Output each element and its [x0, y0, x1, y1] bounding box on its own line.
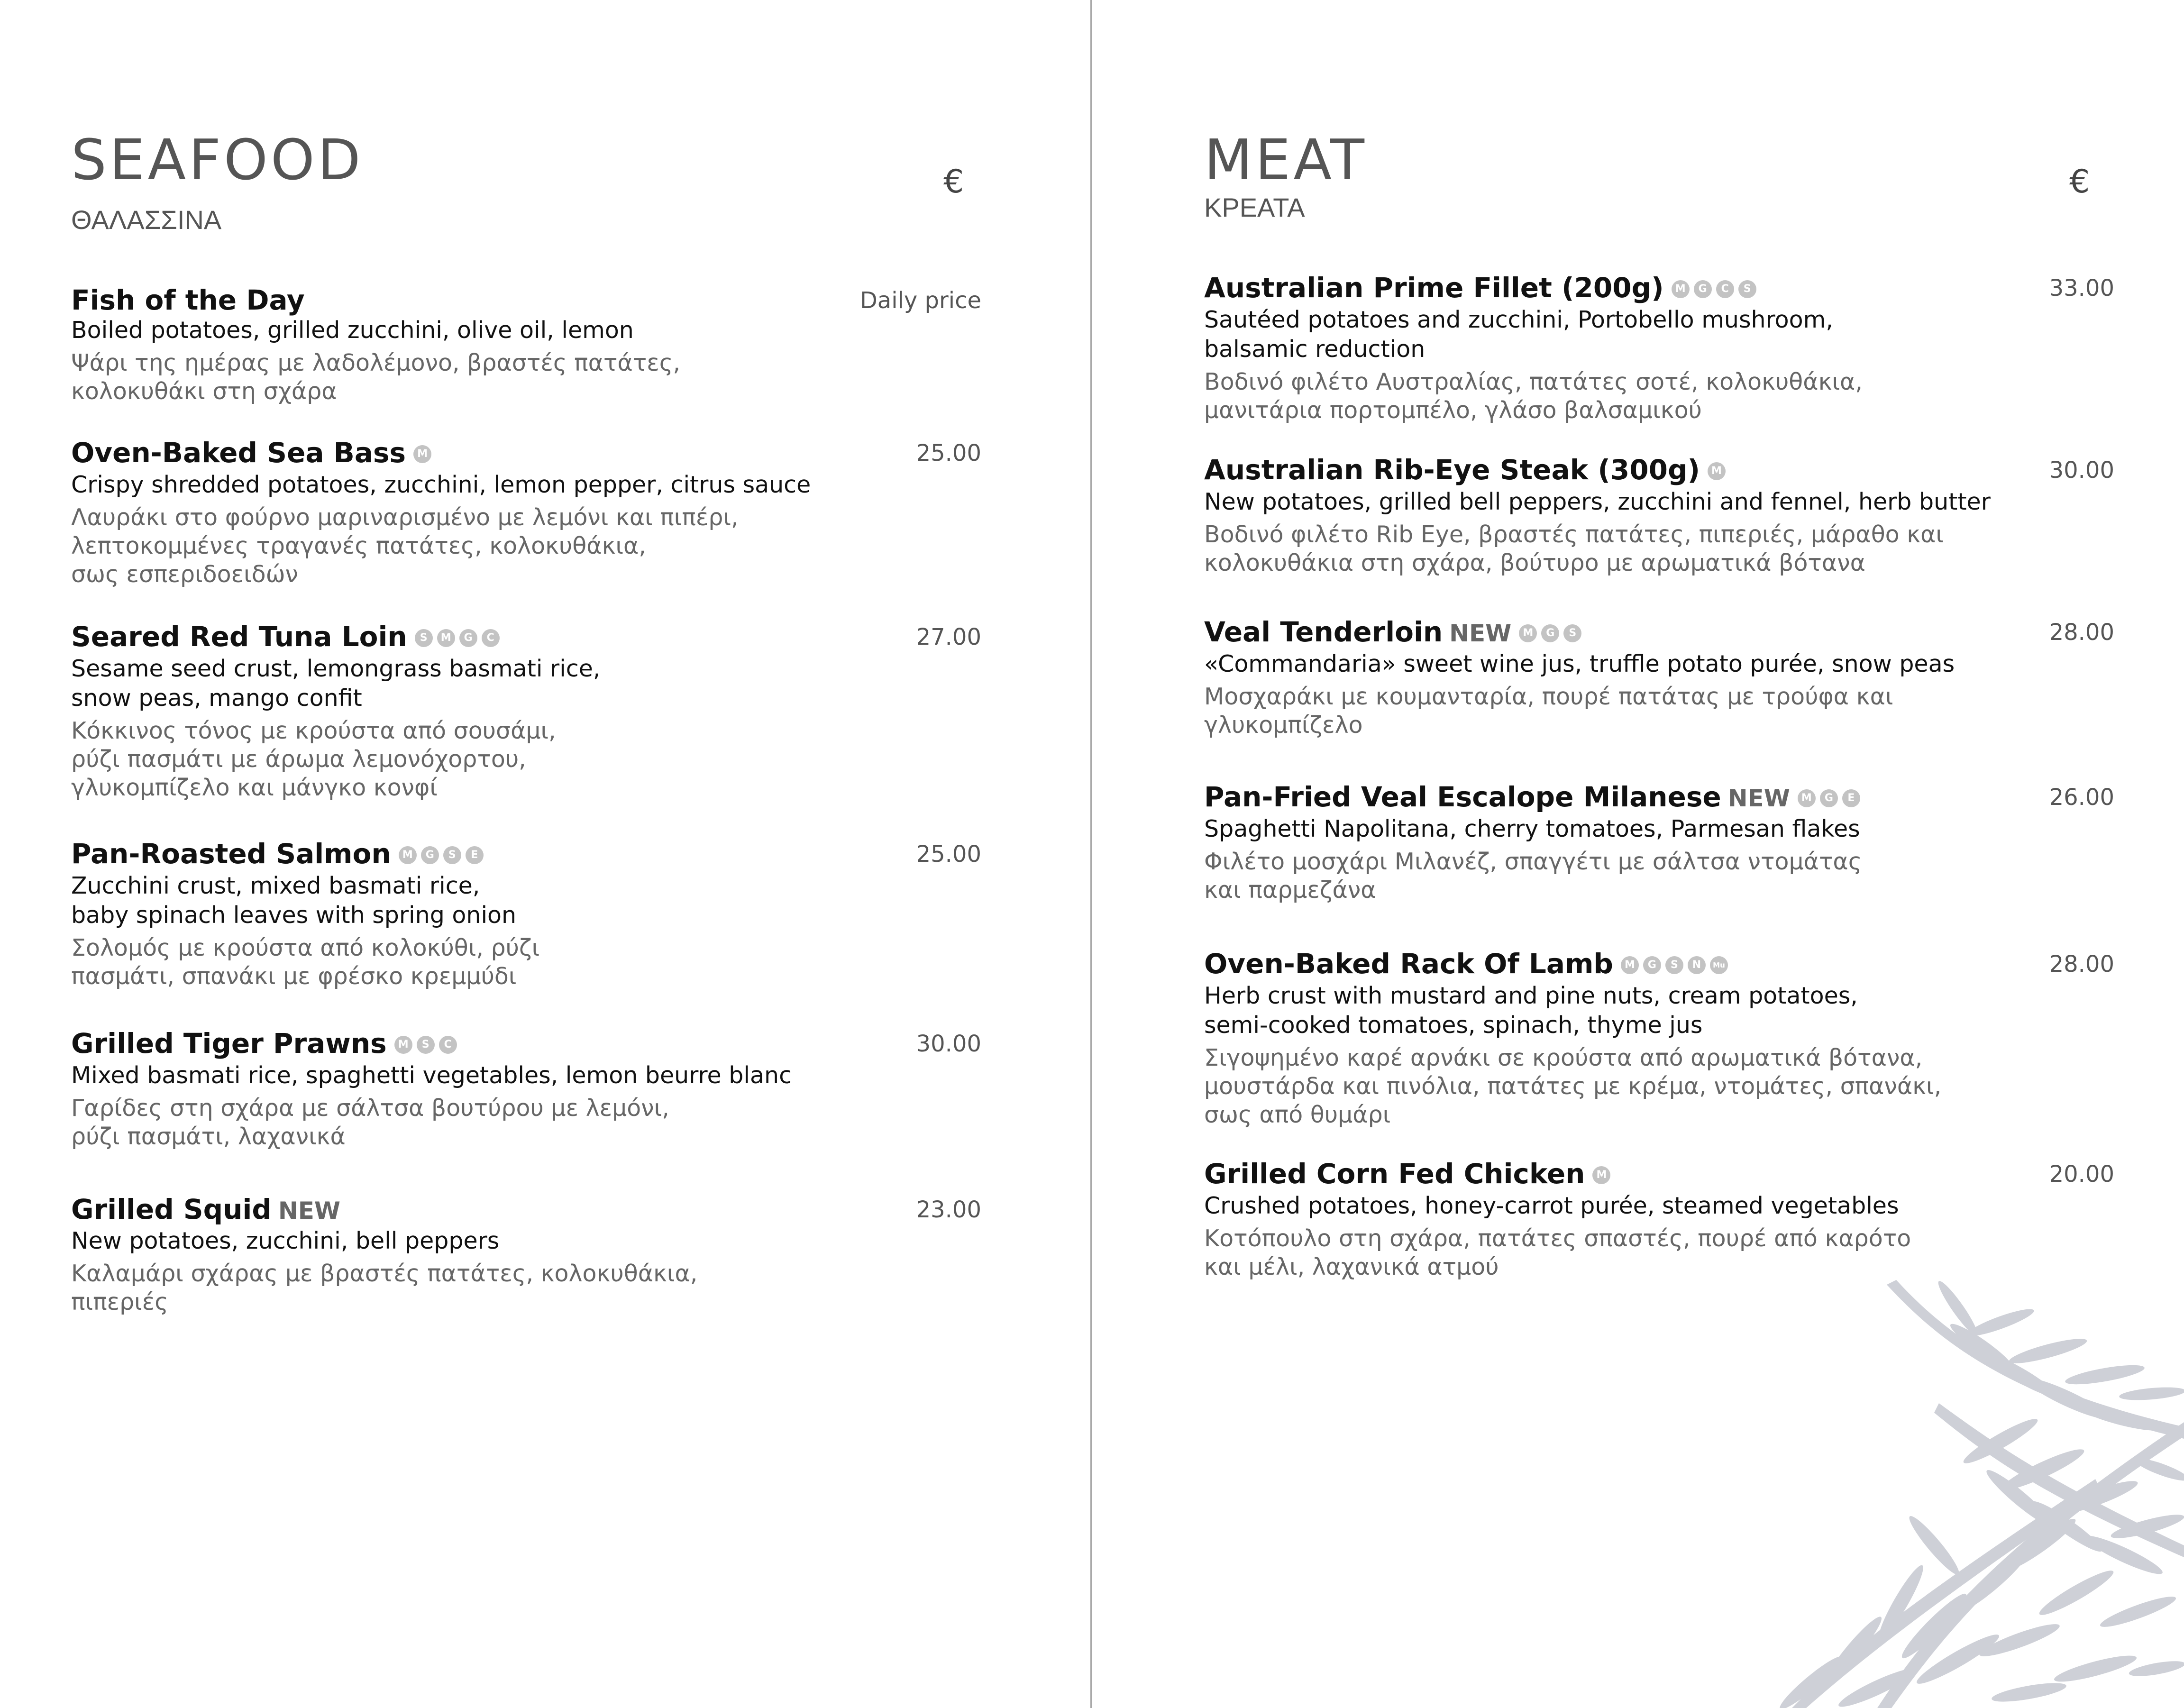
allergen-badge-icon: Mu [1710, 956, 1728, 974]
item-description-line: Crushed potatoes, honey-carrot purée, steamed vegetables [1204, 1192, 1899, 1219]
item-price: 27.00 [916, 624, 981, 650]
item-greek-line: και μέλι, λαχανικά ατμού [1204, 1253, 1499, 1280]
item-greek-line: ρύζι πασμάτι με άρωμα λεμονόχορτου, [71, 745, 526, 773]
section-subtitle: ΚΡΕΑΤΑ [1204, 192, 1305, 222]
item-greek-description [71, 717, 981, 802]
item-greek-line: γλυκομπίζελο [1204, 711, 1363, 739]
item-title-row [1204, 272, 2114, 305]
item-price: 28.00 [2049, 951, 2114, 977]
item-name: Grilled Squid [71, 1193, 272, 1225]
allergen-badge-icon: M [1621, 956, 1639, 974]
item-greek-description [71, 503, 981, 589]
item-name: Australian Rib-Eye Steak (300g) [1204, 454, 1700, 486]
item-description-line: snow peas, mango confit [71, 684, 362, 712]
item-price: 20.00 [2049, 1161, 2114, 1187]
item-greek-line: σως εσπεριδοειδών [71, 560, 299, 588]
section-title: SEAFOOD [71, 127, 364, 192]
allergen-badge-icon: G [1820, 789, 1838, 807]
menu-item-seared-red-tuna-loin [71, 621, 981, 802]
allergen-badge-icon: G [1643, 956, 1661, 974]
menu-item-fish-of-the-day [71, 284, 981, 406]
item-description-line: Herb crust with mustard and pine nuts, cream potatoes, [1204, 982, 1858, 1009]
allergen-badge-icon: E [466, 846, 484, 864]
item-title-row [1204, 1158, 2114, 1191]
menu-item-oven-baked-sea-bass [71, 437, 981, 589]
menu-item-grilled-squid [71, 1194, 981, 1316]
bamboo-leaves-icon [1735, 1280, 2184, 1708]
item-description-line: Mixed basmati rice, spaghetti vegetables, lemon beurre blanc [71, 1061, 792, 1089]
item-title-row [1204, 948, 2114, 981]
item-description-line: New potatoes, zucchini, bell peppers [71, 1227, 500, 1254]
item-greek-description [1204, 1224, 2114, 1281]
item-greek-line: ρύζι πασμάτι, λαχανικά [71, 1123, 346, 1150]
item-greek-description [71, 934, 981, 991]
allergen-badges [413, 437, 436, 468]
allergen-badge-icon: C [439, 1036, 457, 1054]
item-description-line: Boiled potatoes, grilled zucchini, olive oil, lemon [71, 317, 634, 344]
allergen-badges [1621, 948, 1732, 979]
item-greek-description [71, 349, 981, 406]
item-greek-line: γλυκομπίζελο και μάνγκο κονφί [71, 774, 438, 801]
item-greek-line: λεπτοκομμένες τραγανές πατάτες, κολοκυθάκια, [71, 532, 646, 559]
allergen-badge-icon: M [1708, 462, 1726, 480]
menu-item-australian-rib-eye-steak-300g [1204, 454, 2114, 577]
item-price: 33.00 [2049, 275, 2114, 301]
item-price: 25.00 [916, 841, 981, 868]
item-title-row [71, 284, 981, 316]
allergen-badge-icon: S [443, 846, 461, 864]
item-title-row [71, 437, 981, 470]
allergen-badge-icon: G [421, 846, 439, 864]
allergen-badge-icon: S [1563, 624, 1581, 642]
item-greek-line: σως από θυμάρι [1204, 1101, 1391, 1128]
allergen-badges [1708, 454, 1730, 485]
item-name: Seared Red Tuna Loin [71, 621, 407, 653]
item-name: Oven-Baked Sea Bass [71, 437, 406, 469]
item-description-line: «Commandaria» sweet wine jus, truffle potato purée, snow peas [1204, 650, 1955, 677]
item-greek-line: Κοτόπουλο στη σχάρα, πατάτες σπαστές, πουρέ από καρότο [1204, 1224, 1911, 1252]
item-greek-description [1204, 521, 2114, 577]
seafood-section [71, 0, 981, 1708]
item-description-line: Zucchini crust, mixed basmati rice, [71, 872, 480, 899]
item-title-row [71, 838, 981, 871]
item-greek-line: Ψάρι της ημέρας με λαδολέμονο, βραστές πατάτες, [71, 349, 681, 376]
menu-item-oven-baked-rack-of-lamb [1204, 948, 2114, 1129]
item-title-row [1204, 616, 2114, 649]
item-greek-line: πασμάτι, σπανάκι με φρέσκο κρεμμύδι [71, 962, 517, 990]
menu-item-pan-fried-veal-escalope-milanese [1204, 781, 2114, 904]
page-divider [1090, 0, 1092, 1708]
item-greek-line: Καλαμάρι σχάρας με βραστές πατάτες, κολοκυθάκια, [71, 1260, 698, 1287]
item-title-row [1204, 454, 2114, 487]
allergen-badge-icon: M [1798, 789, 1816, 807]
allergen-badge-icon: C [1716, 280, 1734, 298]
allergen-badges [1798, 781, 1864, 812]
item-description-line: balsamic reduction [1204, 335, 1426, 363]
item-title-row [1204, 781, 2114, 814]
item-price: 25.00 [916, 440, 981, 466]
allergen-badge-icon: G [1541, 624, 1559, 642]
allergen-badge-icon: S [417, 1036, 435, 1054]
menu-item-pan-roasted-salmon [71, 838, 981, 991]
currency-header: € [943, 163, 964, 201]
new-label: NEW [1727, 785, 1790, 812]
new-label: NEW [1449, 620, 1512, 647]
item-description-line: semi-cooked tomatoes, spinach, thyme jus [1204, 1011, 1703, 1039]
item-name: Grilled Tiger Prawns [71, 1027, 387, 1060]
item-name: Veal Tenderloin [1204, 616, 1443, 648]
allergen-badge-icon: N [1688, 956, 1706, 974]
item-price: 26.00 [2049, 784, 2114, 811]
item-greek-line: κολοκυθάκι στη σχάρα [71, 378, 337, 405]
item-price: Daily price [859, 287, 981, 314]
allergen-badges [399, 838, 488, 869]
item-greek-description [71, 1260, 981, 1316]
item-greek-description [1204, 848, 2114, 904]
item-price: 23.00 [916, 1197, 981, 1223]
item-name: Grilled Corn Fed Chicken [1204, 1158, 1585, 1190]
allergen-badge-icon: S [415, 629, 433, 647]
menu-item-grilled-corn-fed-chicken [1204, 1158, 2114, 1281]
item-greek-description [1204, 1044, 2114, 1129]
item-greek-line: και παρμεζάνα [1204, 876, 1376, 904]
menu-item-veal-tenderloin [1204, 616, 2114, 740]
allergen-badge-icon: M [394, 1036, 412, 1054]
item-greek-line: μανιτάρια πορτομπέλο, γλάσο βαλσαμικού [1204, 396, 1702, 424]
item-name: Oven-Baked Rack Of Lamb [1204, 948, 1613, 980]
item-price: 30.00 [916, 1031, 981, 1057]
allergen-badge-icon: M [1592, 1166, 1610, 1184]
item-description-line: Sautéed potatoes and zucchini, Portobello mushroom, [1204, 306, 1833, 333]
item-greek-line: Βοδινό φιλέτο Αυστραλίας, πατάτες σοτέ, κολοκυθάκια, [1204, 368, 1863, 395]
item-price: 30.00 [2049, 457, 2114, 484]
menu-item-grilled-tiger-prawns [71, 1028, 981, 1151]
item-greek-line: Μοσχαράκι με κουμανταρία, πουρέ πατάτας με τρούφα και [1204, 683, 1893, 710]
item-name: Pan-Roasted Salmon [71, 838, 391, 870]
allergen-badge-icon: M [413, 445, 431, 463]
allergen-badge-icon: M [437, 629, 455, 647]
allergen-badge-icon: M [399, 846, 417, 864]
allergen-badge-icon: M [1519, 624, 1537, 642]
new-label: NEW [278, 1197, 341, 1224]
allergen-badge-icon: S [1738, 280, 1756, 298]
section-title: MEAT [1204, 127, 1368, 192]
item-title-row [71, 1194, 981, 1226]
allergen-badges [394, 1027, 461, 1059]
allergen-badge-icon: E [1842, 789, 1860, 807]
item-description-line: New potatoes, grilled bell peppers, zucchini and fennel, herb butter [1204, 488, 1991, 515]
item-greek-line: Κόκκινος τόνος με κρούστα από σουσάμι, [71, 717, 556, 744]
item-greek-line: πιπεριές [71, 1288, 168, 1315]
item-name: Pan-Fried Veal Escalope Milanese [1204, 781, 1721, 813]
item-greek-line: Λαυράκι στο φούρνο μαριναρισμένο με λεμόνι και πιπέρι, [71, 503, 739, 531]
item-description-line: baby spinach leaves with spring onion [71, 901, 517, 929]
item-description-line: Crispy shredded potatoes, zucchini, lemon pepper, citrus sauce [71, 471, 811, 498]
item-title-row [71, 1028, 981, 1061]
allergen-badge-icon: G [459, 629, 477, 647]
item-greek-line: Σολομός με κρούστα από κολοκύθι, ρύζι [71, 934, 540, 961]
allergen-badges [415, 621, 504, 652]
item-greek-line: μουστάρδα και πινόλια, πατάτες με κρέμα, ντομάτες, σπανάκι, [1204, 1072, 1942, 1100]
item-title-row [71, 621, 981, 654]
item-name: Australian Prime Fillet (200g) [1204, 272, 1664, 304]
allergen-badge-icon: G [1694, 280, 1712, 298]
item-price: 28.00 [2049, 619, 2114, 646]
item-greek-line: Φιλέτο μοσχάρι Μιλανέζ, σπαγγέτι με σάλτσα ντομάτας [1204, 848, 1862, 875]
item-description-line: Spaghetti Napolitana, cherry tomatoes, Parmesan flakes [1204, 815, 1860, 842]
item-greek-line: Γαρίδες στη σχάρα με σάλτσα βουτύρου με λεμόνι, [71, 1094, 669, 1122]
item-description-line: Sesame seed crust, lemongrass basmati rice, [71, 655, 601, 682]
item-name: Fish of the Day [71, 284, 305, 316]
item-greek-line: κολοκυθάκια στη σχάρα, βούτυρο με αρωματικά βότανα [1204, 549, 1865, 576]
allergen-badges [1519, 616, 1586, 647]
allergen-badges [1592, 1158, 1615, 1189]
item-greek-description [1204, 683, 2114, 740]
item-greek-line: Βοδινό φιλέτο Rib Eye, βραστές πατάτες, πιπεριές, μάραθο και [1204, 521, 1944, 548]
item-greek-line: Σιγοψημένο καρέ αρνάκι σε κρούστα από αρωματικά βότανα, [1204, 1044, 1923, 1071]
menu-item-australian-prime-fillet-200g [1204, 272, 2114, 425]
allergen-badge-icon: S [1665, 956, 1683, 974]
item-greek-description [71, 1094, 981, 1151]
currency-header: € [2069, 163, 2090, 201]
section-subtitle: ΘΑΛΑΣΣΙΝΑ [71, 205, 222, 235]
item-greek-description [1204, 368, 2114, 425]
allergen-badges [1672, 272, 1761, 303]
allergen-badge-icon: C [482, 629, 500, 647]
allergen-badge-icon: M [1672, 280, 1690, 298]
